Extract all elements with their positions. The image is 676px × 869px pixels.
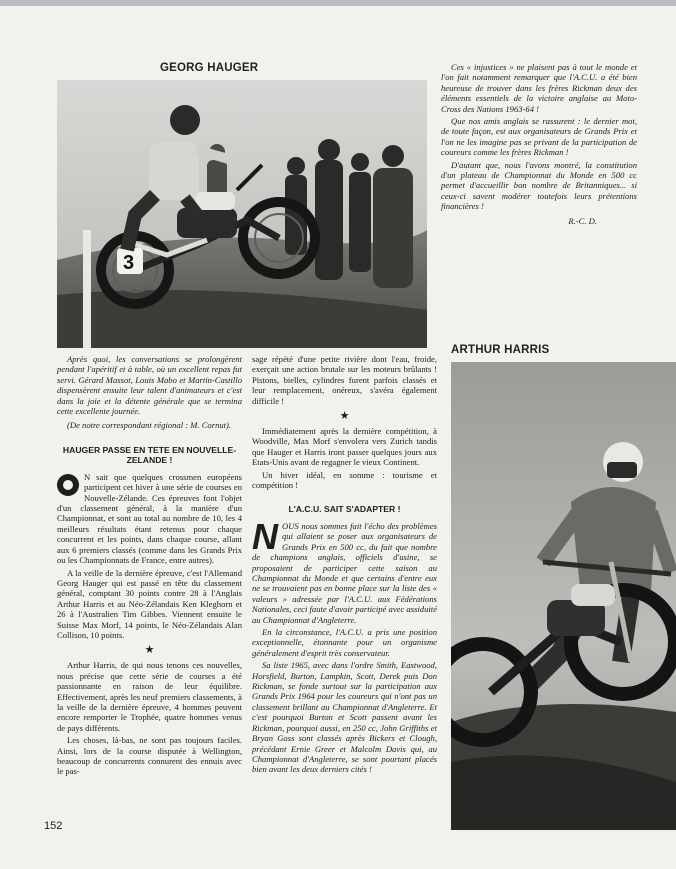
separator-star: ★ — [144, 644, 155, 657]
hauger-paragraph-1: N sait que quelques crossmen européens participent cet hiver à une série de courses en Nouvelle-Zélande. Ces épreuves font l'objet d'un classement général, à la manière d'un Championnat, et sont au total au nombre de 10, les 4 meilleurs résultats étant retenus pour chaque concurrent et les points, dans chaque course, allant aux 6 premiers classés (comme dans les Grands Prix ou les Championnats de France, entre autres). — [57, 471, 242, 566]
intro-paragraph: Après quoi, les conversations se prolongèrent pendant l'apéritif et à table, où un excellent repas fut servi. Gérard Massot, Louis Mabo et Martin-Castillo dispensèrent ensuite leur talent d'animateurs et c'est dans la joie et la détente générale que se termina cette excellente journée. — [57, 354, 242, 417]
column-3 — [441, 62, 637, 228]
hauger-paragraph-2: A la veille de la dernière épreuve, c'est l'Allemand Georg Hauger qui est passé en tête du classement général, comptant 30 points contre 28 à l'Anglais Arthur Harris et au Néo-Zélandais Ken Kleghorn et 26 à l'Australien Tim Gibbes. Viennent ensuite le Suisse Max Morf, 14 points, le Néo-Zélandais Alan Collison, 10 points. — [57, 567, 242, 640]
photo-left-title: GEORG HAUGER — [160, 62, 259, 74]
woodville-paragraph: Immédiatement après la dernière compétition, à Woodville, Max Morf s'envolera vers Zurich tandis que Hauger et Harris iront passer quelques jours aux Etats-Unis avant de regagner le vieux Continent. — [252, 426, 437, 468]
injustices-paragraph: Ces « injustices » ne plaisent pas à tout le monde et l'on fait notamment remarquer que l'A.C.U. a été bien heureuse de trouver dans les frères Rickman deux des éléments essentiels de la victoire anglaise au Moto-Cross des Nations 1963-64 ! — [441, 62, 637, 114]
headline-hauger: HAUGER PASSE EN TETE EN NOUVELLE-ZELANDE ! — [62, 444, 237, 466]
winter-paragraph: Un hiver idéal, en somme : tourisme et compétition ! — [252, 469, 437, 491]
plateau-paragraph: D'autant que, nous l'avons montré, la constitution d'un plateau de Championnat du Monde en 500 cc permet d'accueillir bon nombre de Britanniques... si ceux-ci savent modérer toutefois leurs prétentions financières ! — [441, 159, 637, 212]
dropcap-o — [57, 474, 79, 496]
race-number: 3 — [123, 252, 135, 274]
dropcap-n: N — [252, 515, 278, 557]
page-number: 152 — [44, 820, 63, 832]
column-2 — [252, 354, 437, 777]
acu-paragraph-2: En la circonstance, l'A.C.U. a pris une position exceptionnelle, étonnante pour un organisme généralement d'esprit très conservateur. — [252, 627, 437, 658]
reassure-paragraph: Que nos amis anglais se rassurent : le dernier mot, de toute façon, est aux organisateurs de Grands Prix et l'on ne les imagine pas se privant de la participation de coureurs comme les frères Rickman ! — [441, 116, 637, 158]
top-edge-strip — [0, 0, 676, 6]
motocross-rider-image — [451, 362, 676, 830]
correspondent-credit: (De notre correspondant régional : M. Cornut). — [67, 420, 232, 431]
acu-paragraph-1: NOUS nous sommes fait l'écho des problèmes qui allaient se poser aux organisateurs de Grands Prix en 500 cc, du fait que nombre de champions anglais, officiels d'usine, se proposaient de participer cette saison au Championnat du Monde et que certains d'entre eux ne se trouvaient pas en bonne place sur la liste des « valeurs » adressée par l'A.C.U. aux Fédérations Nationales, ceci faute d'avoir participé avec assiduité au Championnat d'Angleterre. — [252, 515, 437, 625]
photo-right-title: ARTHUR HARRIS — [451, 344, 550, 356]
acu-paragraph-3: Sa liste 1965, avec dans l'ordre Smith, Eastwood, Horsfield, Burton, Lampkin, Scott, Derek puis Don Rickman, se fonde surtout sur la participation aux Grands Prix 1964 pour les coureurs qui n'ont pas un classement brillant au Championnat d'Angleterre. Et c'est pourquoi Burton et Scott passent avant les Rickman, pourquoi aussi, en 250 cc, John Griffiths et Bryan Goss sont classés après Bickers et Clough, précédant Ernie Greer et Malcolm Davis qui, au Championnat d'Angleterre, se sont pourtant placés bien avant les deux derniers cités ! — [252, 660, 437, 775]
photo-georg-hauger — [57, 80, 427, 348]
hauger-paragraph-4: Les choses, là-bas, ne sont pas toujours faciles. Ainsi, lors de la course disputée à Wellington, beaucoup de concurrents connurent des ennuis avec le pas- — [57, 735, 242, 777]
photo-arthur-harris — [451, 362, 676, 830]
motocross-jump-image — [57, 80, 427, 348]
headline-acu: L'A.C.U. SAIT S'ADAPTER ! — [288, 504, 401, 515]
river-paragraph: sage répété d'une petite rivière dont l'eau, froide, exerçait une action brutale sur les moteurs brûlants ! Pistons, bielles, cylindres furent parfois classés et leur remplacement, onéreux, s'avéra également difficile ! — [252, 354, 437, 406]
separator-star: ★ — [339, 410, 350, 423]
hauger-paragraph-3: Arthur Harris, de qui nous tenons ces nouvelles, nous précise que cette série de courses a été passionnante en raison de leur équilibre. Effectivement, après les neuf premiers classements, à la veille de la dernière épreuve, 4 hommes peuvent encore remporter le Trophée, quatre hommes venus de pays différents. — [57, 660, 242, 733]
author-signature: R.-C. D. — [568, 215, 597, 226]
column-1 — [57, 354, 242, 779]
